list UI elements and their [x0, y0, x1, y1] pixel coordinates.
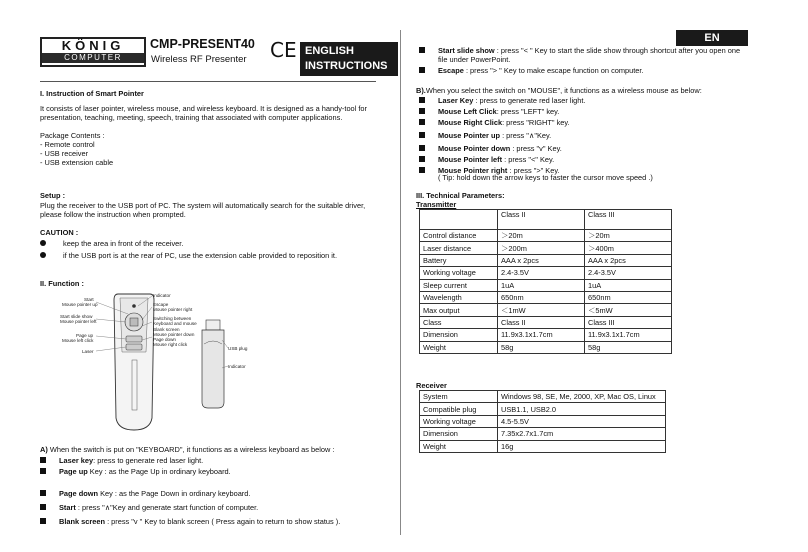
mouse-tip: ( Tip: hold down the arrow keys to faster the cursor move speed .): [438, 173, 653, 182]
label-page-down: Page down: [153, 337, 176, 342]
keyboard-intro: A) When the switch is put on "KEYBOARD", it functions as a wireless keyboard as below :: [40, 445, 335, 454]
bullet-square-icon: [419, 132, 425, 138]
table-row: Wavelength 650nm 650nm: [420, 291, 672, 303]
list-item: Blank screen : press "v " Key to blank screen ( Press again to return to show status ).: [40, 517, 385, 526]
continued-keyboard-list: [419, 46, 749, 77]
table-row: Working voltage 2.4-3.5V 2.4-3.5V: [420, 267, 672, 279]
bullet-square-icon: [419, 167, 425, 173]
list-item: Escape : press "> " Key to make escape function on computer.: [419, 66, 749, 75]
list-item: Mouse Pointer down : press "v" Key.: [419, 144, 749, 153]
label-mouse-up: Mouse pointer up: [62, 302, 98, 307]
package-title: Package Contents :: [40, 131, 105, 140]
keyboard-list: [40, 456, 385, 528]
caution-list: [40, 239, 380, 263]
list-item: Mouse Left Click: press "LEFT" key.: [419, 107, 749, 116]
list-item: Laser key: press to generate red laser light.: [40, 456, 385, 465]
label-kb-mouse: Keyboard and mouse: [153, 321, 197, 326]
table-row: Class Class II Class III: [420, 316, 672, 328]
konig-logo: [40, 37, 146, 67]
bullet-square-icon: [419, 47, 425, 53]
table-row: Weight 58g 58g: [420, 341, 672, 353]
section1-title: I. Instruction of Smart Pointer: [40, 89, 144, 98]
usb-plug: [206, 320, 220, 330]
label-mouse-right: Mouse pointer right: [153, 307, 193, 312]
presenter-diagram: [48, 292, 278, 434]
table-row: Laser distance ＞200m ＞400m: [420, 242, 672, 254]
bullet-square-icon: [419, 67, 425, 73]
list-item: Start : press "∧"Key and generate start function of computer.: [40, 503, 385, 512]
table-row: Max output ＜1mW ＜5mW: [420, 304, 672, 316]
bullet-square-icon: [419, 108, 425, 114]
tech-title: III. Technical Parameters:: [416, 191, 505, 200]
label-mouse-right-click: Mouse right click: [153, 342, 188, 347]
product-subtitle: Wireless RF Presenter: [151, 54, 247, 65]
caution-title: CAUTION :: [40, 228, 79, 237]
label-mouse-down: Mouse pointer down: [153, 332, 195, 337]
label-laser: Laser: [82, 349, 94, 354]
label-escape: Escape: [153, 302, 169, 307]
section2-title: II. Function :: [40, 279, 84, 288]
bullet-square-icon: [40, 457, 46, 463]
laser-button: [126, 344, 142, 350]
package-contents: [40, 131, 113, 167]
mouse-intro: B).When you select the switch on "MOUSE", it functions as a wireless mouse as below:: [416, 86, 702, 95]
package-item: - USB receiver: [40, 149, 89, 159]
logo-line2: COMPUTER: [42, 53, 144, 63]
label-blank: Blank screen: [153, 327, 180, 332]
table-row: Working voltage 4.5-5.5V: [420, 415, 666, 427]
list-item: Start slide show : press "< " Key to start the slide show through shortcut after you open one file under PowerPoint.: [419, 46, 749, 64]
bullet-square-icon: [40, 518, 46, 524]
table-row: Control distance ＞20m ＞20m: [420, 230, 672, 242]
table-row: Sleep current 1uA 1uA: [420, 279, 672, 291]
bullet-dot-icon: [40, 252, 46, 258]
language-line2: INSTRUCTIONS: [305, 60, 388, 72]
language-banner: [300, 42, 398, 76]
list-item: Mouse Pointer left : press "<" Key.: [419, 155, 749, 164]
list-item: Mouse Right Click: press "RIGHT" key.: [419, 118, 749, 127]
setup-title: Setup :: [40, 191, 66, 200]
bullet-square-icon: [419, 119, 425, 125]
table-row: Battery AAA x 2pcs AAA x 2pcs: [420, 254, 672, 266]
table-row: Compatible plug USB1.1, USB2.0: [420, 403, 666, 415]
receiver-title: Receiver: [416, 381, 447, 390]
transmitter-table: [419, 209, 672, 354]
package-item: - Remote control: [40, 140, 95, 150]
bullet-dot-icon: [40, 240, 46, 246]
label-start-show: Start slide show: [60, 314, 93, 319]
receiver-table: [419, 390, 666, 453]
label-mouse-left: Mouse pointer left: [60, 319, 97, 324]
list-item: Page down Key : as the Page Down in ordinary keyboard.: [40, 489, 385, 498]
setup-text: Plug the receiver to the USB port of PC. The system will automatically search for the suitable driver, please follow the instruction when prompted.: [40, 201, 366, 220]
label-indicator2: Indicator: [228, 364, 246, 369]
label-switching: Switching between: [153, 316, 192, 321]
usb-receiver: [202, 330, 224, 408]
list-item: Mouse Pointer right : press ">" Key.: [419, 166, 749, 175]
label-start: Start: [84, 297, 94, 302]
logo-line1: KÖNIG: [42, 39, 144, 53]
language-line1: ENGLISH: [305, 45, 354, 57]
transmitter-title: Transmitter: [416, 200, 457, 209]
table-header-row: Class II Class III: [420, 210, 672, 230]
bullet-square-icon: [40, 490, 46, 496]
model-number: CMP-PRESENT40: [150, 37, 255, 51]
list-item: keep the area in front of the receiver.: [40, 239, 380, 248]
bullet-square-icon: [40, 504, 46, 510]
label-mouse-left-click: Mouse left click: [62, 338, 94, 343]
header-divider: [40, 81, 376, 82]
list-item: Mouse Pointer up : press "∧"Key.: [419, 131, 749, 140]
bullet-square-icon: [40, 468, 46, 474]
label-indicator: Indicator: [153, 293, 171, 298]
list-item: Page up Key : as the Page Up in ordinary keyboard.: [40, 467, 385, 476]
label-page-up: Page up: [76, 333, 94, 338]
list-item: Laser Key : press to generate red laser light.: [419, 96, 749, 105]
list-item: if the USB port is at the rear of PC, use the extension cable provided to reposition it.: [40, 251, 380, 260]
indicator-led: [132, 304, 136, 308]
ce-mark: CE: [270, 38, 297, 62]
bullet-square-icon: [419, 156, 425, 162]
mouse-list: [419, 96, 749, 175]
table-row: Weight 16g: [420, 440, 666, 452]
table-row: Dimension 11.9x3.1x1.7cm 11.9x3.1x1.7cm: [420, 329, 672, 341]
bullet-square-icon: [419, 145, 425, 151]
column-divider: [400, 30, 401, 535]
package-item: - USB extension cable: [40, 158, 114, 168]
language-code-badge: EN: [676, 30, 748, 46]
page-button: [126, 336, 142, 342]
bullet-square-icon: [419, 97, 425, 103]
label-usb-plug: USB plug: [228, 346, 248, 351]
center-button: [130, 318, 138, 326]
table-row: Dimension 7.35x2.7x1.7cm: [420, 428, 666, 440]
table-row: System Windows 98, SE, Me, 2000, XP, Mac OS, Linux: [420, 391, 666, 403]
section1-intro: It consists of laser pointer, wireless mouse, and wireless keyboard. It is designed as a handy-tool for presentation, teaching, meeting, speech, training that associated with computer applications.: [40, 104, 367, 123]
